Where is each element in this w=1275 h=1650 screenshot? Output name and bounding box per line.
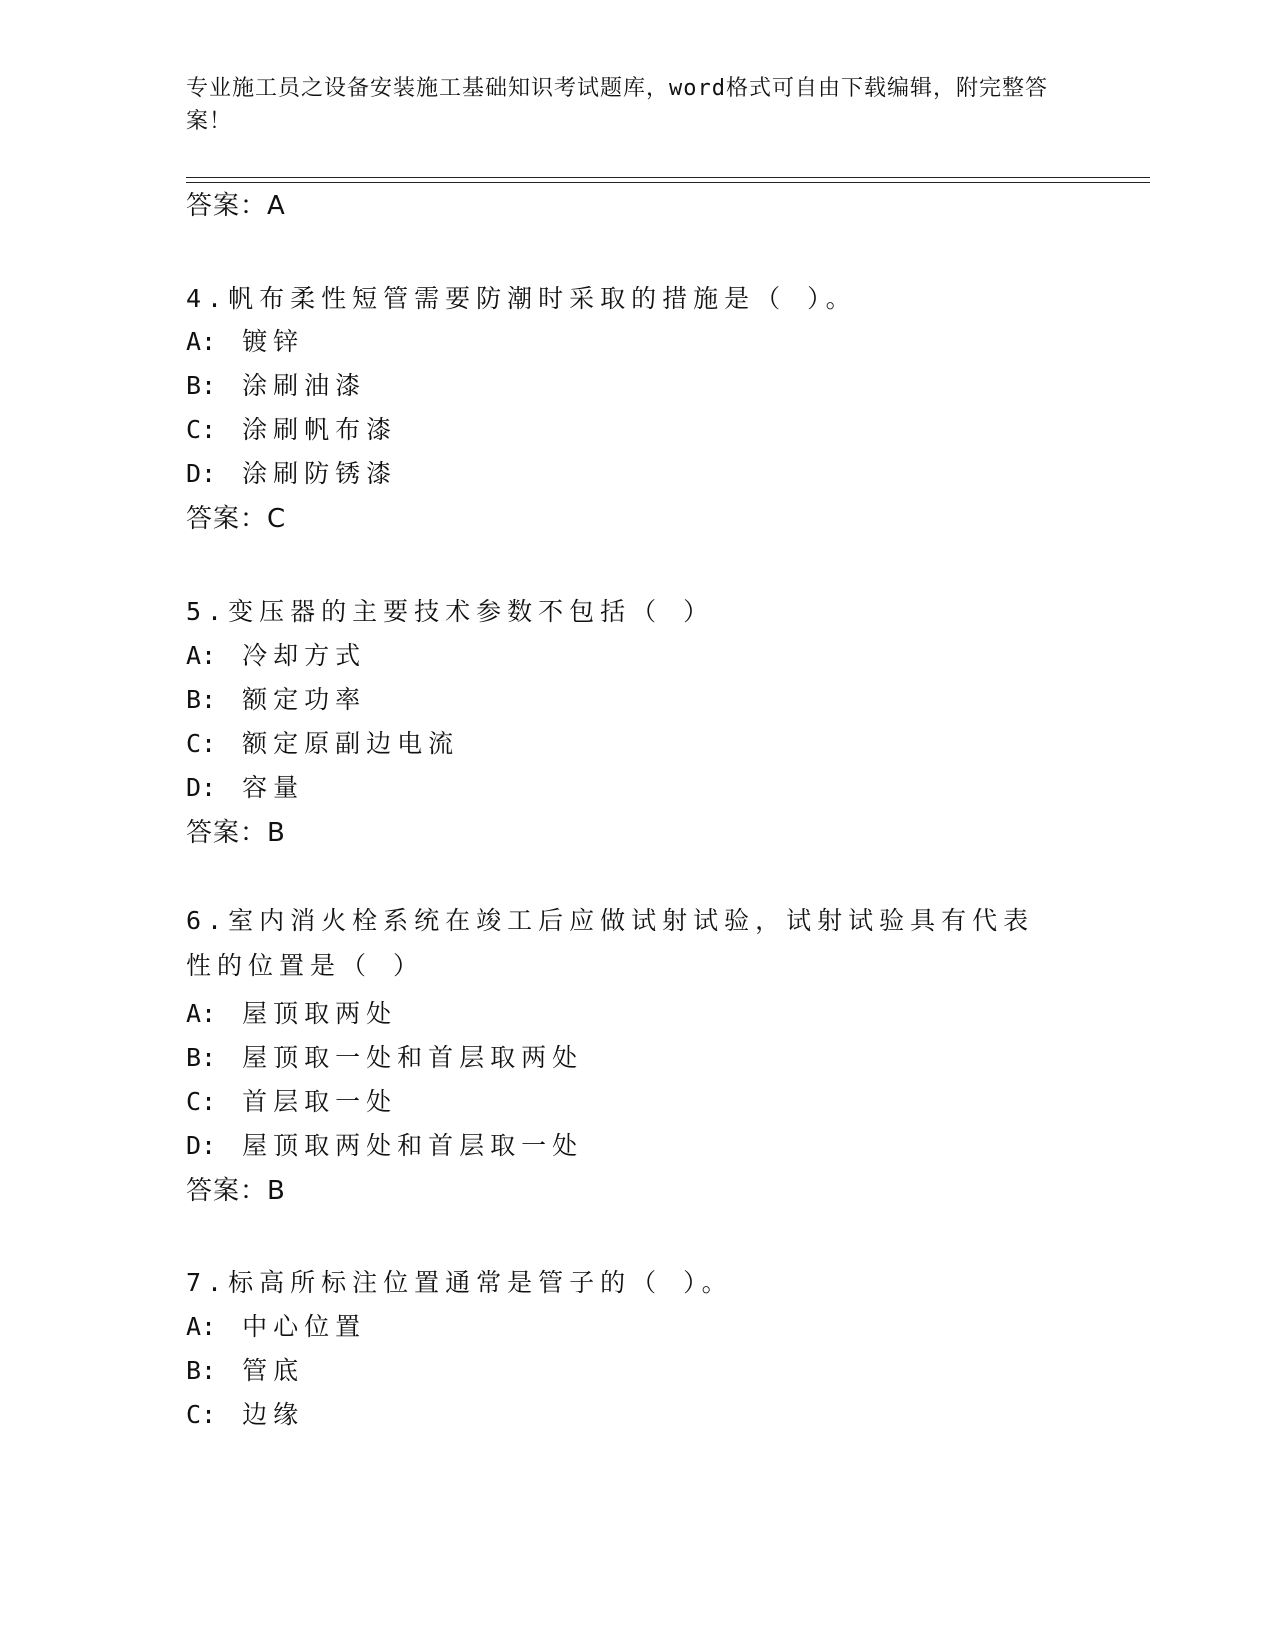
question-5-text: 5.变压器的主要技术参数不包括（ ）	[186, 597, 715, 626]
option-a: A: 冷却方式	[186, 641, 367, 670]
option-d: D: 容量	[186, 773, 305, 802]
option-b: B: 管底	[186, 1356, 305, 1385]
option-b: B: 涂刷油漆	[186, 371, 367, 400]
option-c: C: 涂刷帆布漆	[186, 415, 398, 444]
option-c: C: 首层取一处	[186, 1087, 398, 1116]
document-intro: 专业施工员之设备安装施工基础知识考试题库，word格式可自由下载编辑，附完整答案！	[186, 76, 1048, 134]
answer-line: 答案：B	[186, 1176, 286, 1206]
answer-line: 答案：A	[186, 191, 286, 221]
header-divider-bottom	[186, 182, 1150, 183]
question-4-text: 4.帆布柔性短管需要防潮时采取的措施是（ ）。	[186, 284, 857, 313]
option-c: C: 额定原副边电流	[186, 729, 460, 758]
option-c: C: 边缘	[186, 1400, 305, 1429]
option-d: D: 涂刷防锈漆	[186, 459, 398, 488]
question-7-text: 7.标高所标注位置通常是管子的（ ）。	[186, 1268, 733, 1297]
option-a: A: 屋顶取两处	[186, 999, 398, 1028]
answer-line: 答案：C	[186, 504, 287, 534]
answer-line: 答案：B	[186, 818, 286, 848]
option-a: A: 中心位置	[186, 1312, 367, 1341]
option-d: D: 屋顶取两处和首层取一处	[186, 1131, 584, 1160]
option-a: A: 镀锌	[186, 327, 305, 356]
option-b: B: 额定功率	[186, 685, 367, 714]
option-b: B: 屋顶取一处和首层取两处	[186, 1043, 584, 1072]
question-6-text: 6.室内消火栓系统在竣工后应做试射试验，试射试验具有代表性的位置是（ ）	[186, 906, 1035, 980]
header-divider-top	[186, 177, 1150, 178]
